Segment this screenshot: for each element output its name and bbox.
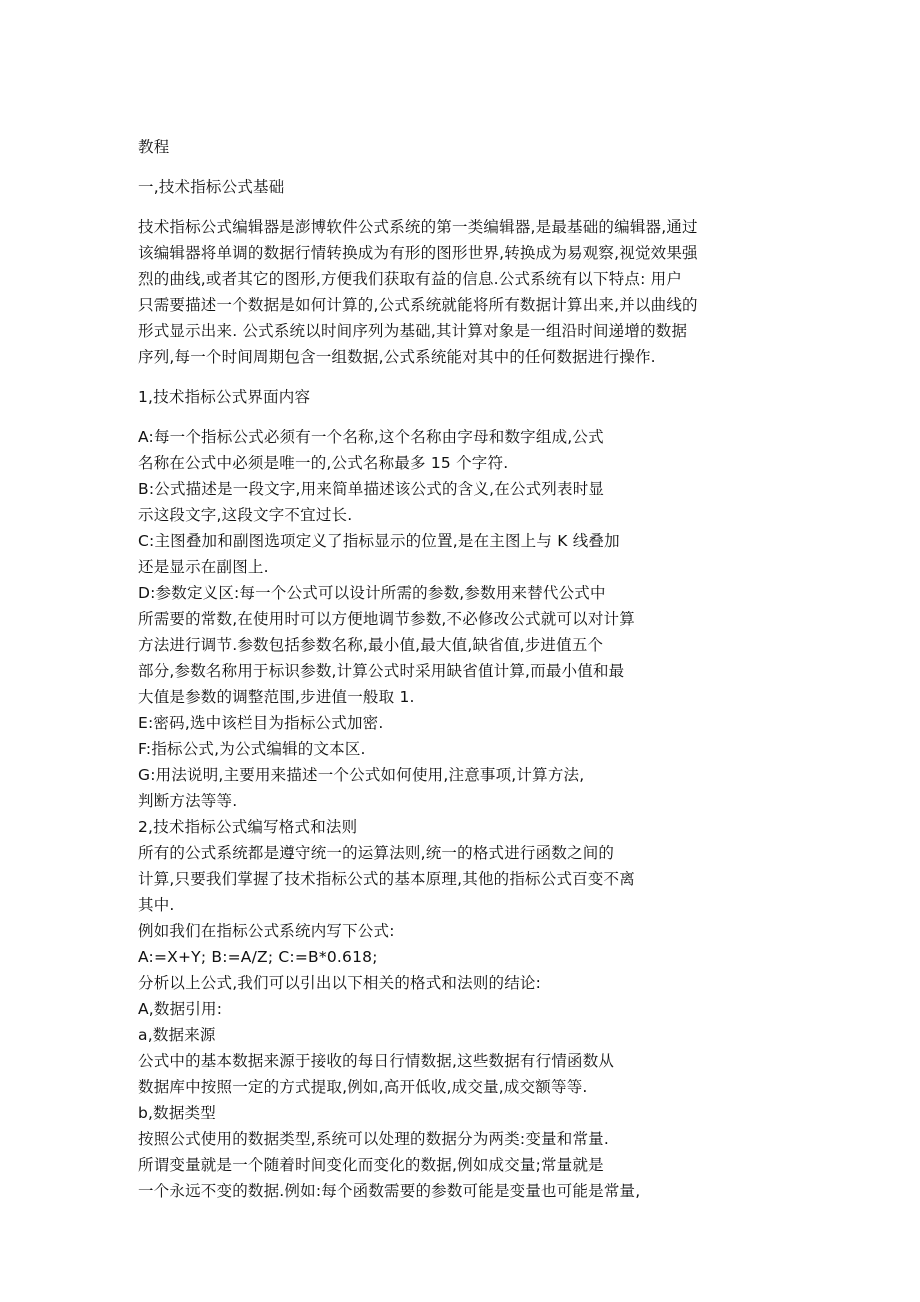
paragraph-line: 方法进行调节.参数包括参数名称,最小值,最大值,缺省值,步进值五个	[138, 636, 604, 654]
subsection-heading: 1,技术指标公式界面内容	[138, 388, 311, 406]
paragraph-line: 数据库中按照一定的方式提取,例如,高开低收,成交量,成交额等等.	[138, 1078, 588, 1096]
section-heading: 一,技术指标公式基础	[138, 178, 285, 196]
paragraph-line: 还是显示在副图上.	[138, 558, 269, 576]
paragraph-line: F:指标公式,为公式编辑的文本区.	[138, 740, 366, 758]
paragraph-line: 其中.	[138, 896, 175, 914]
paragraph-line: 计算,只要我们掌握了技术指标公式的基本原理,其他的指标公式百变不离	[138, 870, 635, 888]
paragraph-line: 所需要的常数,在使用时可以方便地调节参数,不必修改公式就可以对计算	[138, 610, 635, 628]
formula-line: A:=X+Y; B:=A/Z; C:=B*0.618;	[138, 948, 378, 966]
paragraph-line: 例如我们在指标公式系统内写下公式:	[138, 922, 395, 940]
paragraph-line: 序列,每一个时间周期包含一组数据,公式系统能对其中的任何数据进行操作.	[138, 348, 656, 366]
paragraph-line: 只需要描述一个数据是如何计算的,公式系统就能将所有数据计算出来,并以曲线的	[138, 296, 698, 314]
paragraph-line: A:每一个指标公式必须有一个名称,这个名称由字母和数字组成,公式	[138, 428, 604, 446]
paragraph-line: 大值是参数的调整范围,步进值一般取 1.	[138, 688, 415, 706]
paragraph-line: b,数据类型	[138, 1104, 216, 1122]
paragraph-line: D:参数定义区:每一个公式可以设计所需的参数,参数用来替代公式中	[138, 584, 606, 602]
paragraph-line: 示这段文字,这段文字不宜过长.	[138, 506, 353, 524]
paragraph-line: 判断方法等等.	[138, 792, 238, 810]
document-body	[138, 134, 778, 1204]
document-title: 教程	[138, 138, 170, 156]
paragraph-line: 形式显示出来. 公式系统以时间序列为基础,其计算对象是一组沿时间递增的数据	[138, 322, 688, 340]
paragraph-line: 技术指标公式编辑器是澎博软件公式系统的第一类编辑器,是最基础的编辑器,通过	[138, 218, 698, 236]
paragraph-line: 所有的公式系统都是遵守统一的运算法则,统一的格式进行函数之间的	[138, 844, 615, 862]
paragraph-line: 一个永远不变的数据.例如:每个函数需要的参数可能是变量也可能是常量,	[138, 1182, 641, 1200]
paragraph-line: 公式中的基本数据来源于接收的每日行情数据,这些数据有行情函数从	[138, 1052, 615, 1070]
paragraph-line: 该编辑器将单调的数据行情转换成为有形的图形世界,转换成为易观察,视觉效果强	[138, 244, 698, 262]
paragraph-line: 烈的曲线,或者其它的图形,方便我们获取有益的信息.公式系统有以下特点: 用户	[138, 270, 683, 288]
subsection-heading: 2,技术指标公式编写格式和法则	[138, 818, 358, 836]
paragraph-line: a,数据来源	[138, 1026, 216, 1044]
paragraph-line: A,数据引用:	[138, 1000, 223, 1018]
paragraph-line: B:公式描述是一段文字,用来简单描述该公式的含义,在公式列表时显	[138, 480, 605, 498]
paragraph-line: C:主图叠加和副图选项定义了指标显示的位置,是在主图上与 K 线叠加	[138, 532, 620, 550]
paragraph-line: 按照公式使用的数据类型,系统可以处理的数据分为两类:变量和常量.	[138, 1130, 609, 1148]
paragraph-line: 所谓变量就是一个随着时间变化而变化的数据,例如成交量;常量就是	[138, 1156, 604, 1174]
paragraph-line: G:用法说明,主要用来描述一个公式如何使用,注意事项,计算方法,	[138, 766, 585, 784]
paragraph-line: 名称在公式中必须是唯一的,公式名称最多 15 个字符.	[138, 454, 509, 472]
paragraph-line: E:密码,选中该栏目为指标公式加密.	[138, 714, 384, 732]
paragraph-line: 分析以上公式,我们可以引出以下相关的格式和法则的结论:	[138, 974, 542, 992]
paragraph-line: 部分,参数名称用于标识参数,计算公式时采用缺省值计算,而最小值和最	[138, 662, 625, 680]
